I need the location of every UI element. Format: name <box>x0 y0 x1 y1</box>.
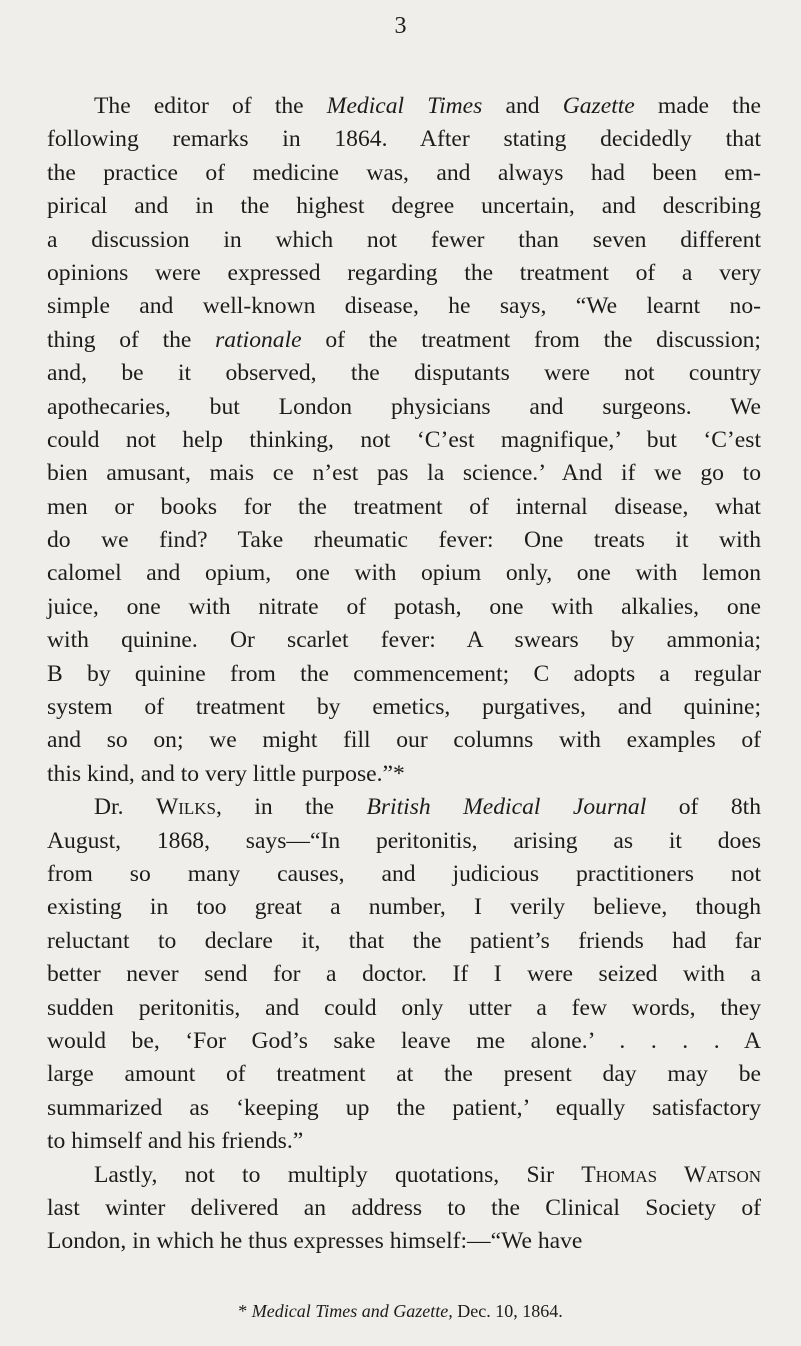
text-line <box>47 624 761 657</box>
text-line <box>47 591 761 624</box>
text-line <box>47 290 761 323</box>
text-run: August, 1868, says—“In peritonitis, arising as it does <box>47 827 761 854</box>
text-run: with quinine. Or scarlet fever: A swears by ammonia; <box>47 627 761 654</box>
small-caps-run: Thomas Watson <box>581 1161 761 1188</box>
text-run: large amount of treatment at the present day may be <box>47 1061 761 1088</box>
text-line <box>47 457 761 490</box>
text-line <box>47 224 761 257</box>
text-run: the practice of medicine was, and always had been em- <box>47 159 761 186</box>
text-run: calomel and opium, one with opium only, one with lemon <box>47 560 761 587</box>
paragraph <box>47 791 761 1158</box>
footnote-source: Medical Times and Gazette, <box>251 1301 453 1321</box>
text-line <box>47 858 761 891</box>
text-run: sudden peritonitis, and could only utter a few words, they <box>47 994 761 1021</box>
text-run: better never send for a doctor. If I were seized with a <box>47 961 761 988</box>
small-caps-run: Wilks <box>155 794 216 821</box>
text-line <box>47 157 761 190</box>
text-run: a discussion in which not fewer than seven different <box>47 226 761 253</box>
italic-run: Medical Times <box>326 93 483 119</box>
text-run: of the treatment from the discussion; <box>301 326 761 353</box>
italic-run: rationale <box>215 326 302 353</box>
text-run: bien amusant, mais ce n’est pas la science.’ And if we go to <box>47 460 761 487</box>
text-run: reluctant to declare it, that the patient’s friends had far <box>47 927 761 954</box>
text-line <box>47 1159 761 1192</box>
text-run: pirical and in the highest degree uncertain, and describing <box>47 193 761 220</box>
text-run: B by quinine from the commencement; C adopts a regular <box>47 660 761 687</box>
footnote <box>0 1300 801 1322</box>
text-line <box>47 1058 761 1091</box>
text-line <box>47 123 761 156</box>
text-run: and, be it observed, the disputants were not country <box>47 360 761 387</box>
text-run: , in the <box>216 794 367 821</box>
text-line <box>47 791 761 824</box>
text-run: summarized as ‘keeping up the patient,’ equally satisfactory <box>47 1094 761 1121</box>
text-run: this kind, and to very little purpose.”* <box>47 760 405 787</box>
text-line <box>47 891 761 924</box>
text-line <box>47 424 761 457</box>
paragraph <box>47 90 761 791</box>
text-run: to himself and his friends.” <box>47 1128 304 1155</box>
text-line <box>47 90 761 123</box>
text-run: of 8th <box>646 794 761 821</box>
text-line <box>47 1125 761 1158</box>
text-line <box>47 524 761 557</box>
text-line <box>47 958 761 991</box>
text-run: made the <box>634 93 761 119</box>
text-line <box>47 658 761 691</box>
text-line <box>47 557 761 590</box>
text-line <box>47 491 761 524</box>
text-run: men or books for the treatment of internal disease, what <box>47 493 761 520</box>
text-run: existing in too great a number, I verily believe, though <box>47 894 761 921</box>
text-line <box>47 825 761 858</box>
text-run: would be, ‘For God’s sake leave me alone.’ . . . . A <box>47 1027 761 1054</box>
text-line <box>47 257 761 290</box>
text-line <box>47 357 761 390</box>
text-run: could not help thinking, not ‘C’est magnifique,’ but ‘C’est <box>47 426 761 453</box>
text-line <box>47 992 761 1025</box>
text-line <box>47 1225 761 1258</box>
text-line <box>47 758 761 791</box>
text-line <box>47 925 761 958</box>
text-run: apothecaries, but London physicians and surgeons. We <box>47 393 761 420</box>
text-run: and so on; we might fill our columns with examples of <box>47 727 761 754</box>
footnote-date: Dec. 10, 1864. <box>457 1301 563 1321</box>
italic-run: British Medical Journal <box>366 794 647 821</box>
text-line <box>47 324 761 357</box>
footnote-marker: * <box>238 1301 248 1321</box>
text-run: Dr. <box>94 794 156 821</box>
text-line <box>47 1192 761 1225</box>
text-run: following remarks in 1864. After stating decidedly that <box>47 126 761 153</box>
text-run: The editor of the <box>94 93 327 119</box>
text-line <box>47 1025 761 1058</box>
paragraph <box>47 1159 761 1259</box>
text-run: simple and well-known disease, he says, “We learnt no- <box>47 293 761 320</box>
body-text <box>47 90 761 1259</box>
text-line <box>47 691 761 724</box>
text-line <box>47 190 761 223</box>
page-number: 3 <box>394 13 407 39</box>
text-run: juice, one with nitrate of potash, one with alkalies, one <box>47 593 761 620</box>
text-run: opinions were expressed regarding the treatment of a very <box>47 259 761 286</box>
text-run: London, in which he thus expresses himself:—“We have <box>47 1228 583 1255</box>
text-line <box>47 1092 761 1125</box>
text-line <box>47 724 761 757</box>
text-run: do we find? Take rheumatic fever: One treats it with <box>47 527 761 554</box>
text-run: Lastly, not to multiply quotations, Sir <box>94 1161 582 1188</box>
italic-run: Gazette <box>562 93 635 119</box>
text-run: thing of the <box>47 326 216 353</box>
text-line <box>47 391 761 424</box>
text-run: and <box>482 93 563 119</box>
text-run: from so many causes, and judicious practitioners not <box>47 860 761 887</box>
text-run: system of treatment by emetics, purgatives, and quinine; <box>47 694 761 721</box>
text-run: last winter delivered an address to the Clinical Society of <box>47 1194 761 1221</box>
